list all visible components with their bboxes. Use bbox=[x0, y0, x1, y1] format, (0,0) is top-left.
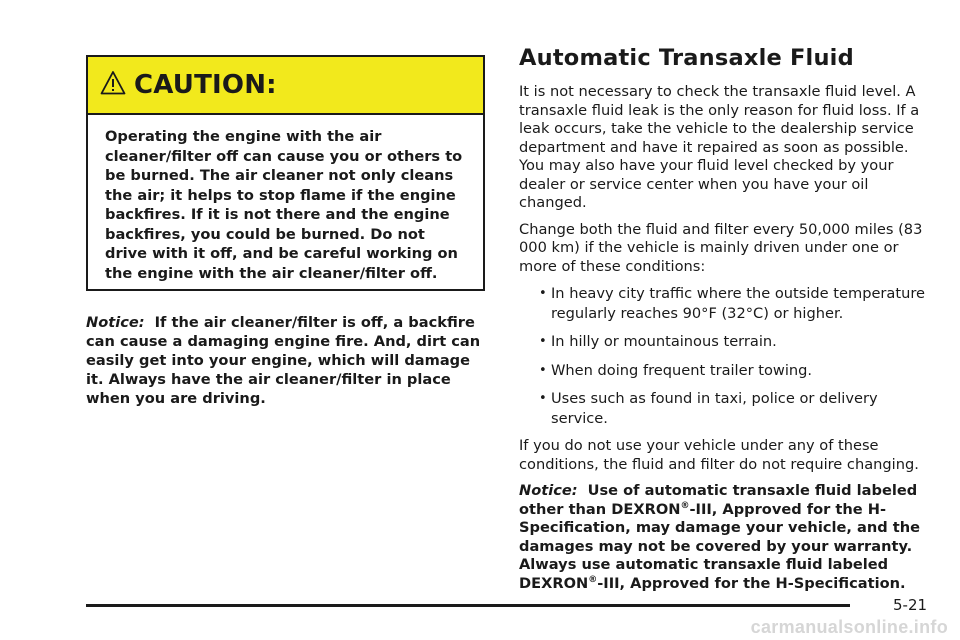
bullet-icon: • bbox=[539, 362, 547, 378]
list-item bbox=[519, 389, 931, 428]
list-item bbox=[519, 284, 931, 323]
bullet-icon: • bbox=[539, 334, 547, 349]
warning-triangle-icon bbox=[100, 70, 126, 96]
list-item-text: Uses such as found in taxi, police or delivery service. bbox=[551, 390, 878, 427]
intro-paragraph: It is not necessary to check the transaxle fluid level. A transaxle fluid leak is the only reason for fluid loss. If a leak occurs, take the vehicle to the dealership service department and have it repaired as soon as possible. You may also have your fluid level checked by your dealer or service center when you have your oil changed. bbox=[519, 83, 920, 211]
notice-label: Notice: bbox=[519, 482, 578, 499]
page-number: 5-21 bbox=[893, 596, 928, 614]
bullet-icon: • bbox=[539, 286, 547, 301]
fluid-notice-paragraph bbox=[519, 482, 931, 593]
list-item bbox=[519, 361, 931, 381]
caution-box bbox=[86, 55, 485, 291]
registered-mark: ® bbox=[588, 574, 598, 585]
watermark: carmanualsonline.info bbox=[750, 617, 948, 637]
conditions-paragraph: Change both the fluid and filter every 50,000 miles (83 000 km) if the vehicle is mainly driven under one or more of these conditions: bbox=[519, 220, 923, 275]
list-item bbox=[519, 332, 931, 352]
conditions-list bbox=[519, 284, 931, 428]
caution-header bbox=[88, 57, 483, 115]
list-item-text: When doing frequent trailer towing. bbox=[551, 361, 813, 379]
bullet-icon: • bbox=[539, 391, 547, 406]
list-item-text: In heavy city traffic where the outside temperature regularly reaches 90°F (32°C) or higher. bbox=[551, 285, 926, 322]
list-item-text: In hilly or mountainous terrain. bbox=[551, 333, 777, 350]
notice-label: Notice: bbox=[86, 314, 145, 331]
registered-mark: ® bbox=[680, 500, 690, 511]
right-column bbox=[519, 44, 931, 593]
section-title: Automatic Transaxle Fluid bbox=[519, 45, 854, 71]
notice-text-part2: -III, Approved for the H-Specification, may damage your vehicle, and the damages may not be covered by your warranty. Always use automatic transaxle fluid labeled DEXRON bbox=[519, 500, 921, 592]
caution-text: Operating the engine with the air cleaner/filter off can cause you or others to be burned. The air cleaner not only cleans the air; it helps to stop flame if the engine backfires. If it is not there and the engine backfires, you could be burned. Do not drive with it off, and be careful working on the engine with the air cleaner/filter off. bbox=[105, 128, 463, 282]
notice-paragraph bbox=[86, 313, 490, 408]
footer-rule bbox=[86, 604, 850, 607]
closing-paragraph: If you do not use your vehicle under any of these conditions, the fluid and filter do not require changing. bbox=[519, 437, 919, 473]
caution-title: CAUTION: bbox=[134, 70, 277, 100]
notice-text: If the air cleaner/filter is off, a backfire can cause a damaging engine fire. And, dirt can easily get into your engine, which will damage it. Always have the air cleaner/filter in place when you are driving. bbox=[86, 314, 481, 407]
notice-text-part1: Use of automatic transaxle fluid labeled other than DEXRON bbox=[519, 482, 918, 518]
notice-text-part3: -III, Approved for the H-Specification. bbox=[597, 574, 906, 592]
